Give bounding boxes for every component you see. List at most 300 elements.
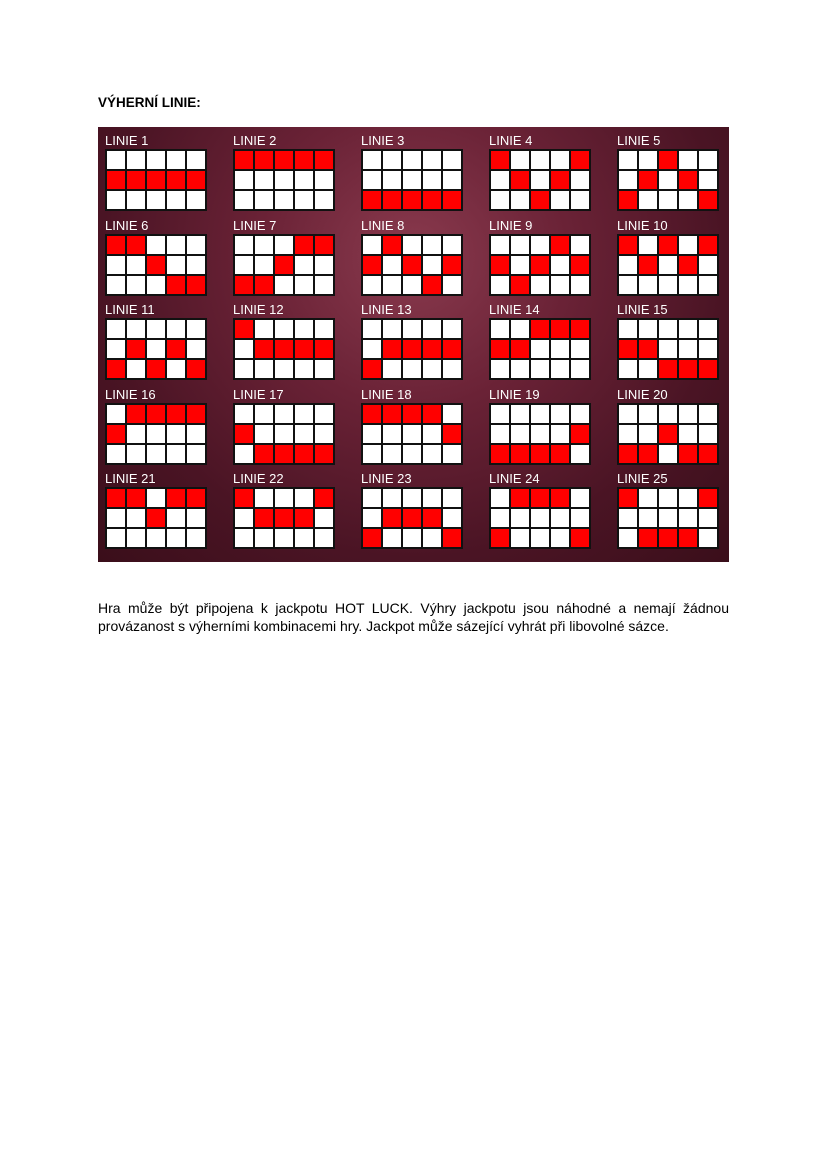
payline-cell-active xyxy=(147,405,165,423)
payline-label: LINIE 24 xyxy=(489,471,540,486)
payline-cell-active xyxy=(187,276,205,294)
payline-cell xyxy=(127,256,145,274)
payline-label: LINIE 16 xyxy=(105,386,156,402)
payline-cell xyxy=(167,320,185,338)
payline-cell xyxy=(531,529,549,547)
payline-cell-active xyxy=(491,151,509,169)
payline-cell xyxy=(235,509,253,527)
payline-cell-active xyxy=(699,236,717,254)
payline-label: LINIE 10 xyxy=(617,217,668,233)
payline-grid xyxy=(233,149,335,211)
payline-cell-active xyxy=(255,509,273,527)
payline-cell xyxy=(315,191,333,209)
payline-cell xyxy=(699,256,717,274)
payline xyxy=(617,472,721,550)
payline-label: LINIE 14 xyxy=(489,302,540,317)
payline-cell xyxy=(699,425,717,443)
payline-cell xyxy=(107,405,125,423)
payline-cell xyxy=(295,276,313,294)
payline-cell xyxy=(699,529,717,547)
payline-cell-active xyxy=(255,445,273,463)
payline-cell xyxy=(679,320,697,338)
payline-label: LINIE 25 xyxy=(617,471,668,486)
payline xyxy=(361,388,465,466)
payline-cell xyxy=(679,191,697,209)
payline-cell-active xyxy=(699,489,717,507)
payline-cell xyxy=(423,256,441,274)
payline-cell xyxy=(275,171,293,189)
payline-cell xyxy=(659,171,677,189)
payline-cell xyxy=(383,256,401,274)
payline-cell xyxy=(295,171,313,189)
payline-cell xyxy=(511,236,529,254)
payline-cell-active xyxy=(423,509,441,527)
payline-cell-active xyxy=(699,360,717,378)
payline-cell xyxy=(255,171,273,189)
payline-cell xyxy=(187,445,205,463)
payline-cell xyxy=(275,425,293,443)
payline xyxy=(233,219,337,297)
payline-cell-active xyxy=(295,151,313,169)
payline-cell xyxy=(639,236,657,254)
payline-cell xyxy=(619,529,637,547)
payline-cell xyxy=(531,360,549,378)
payline-cell xyxy=(659,256,677,274)
payline-cell xyxy=(275,236,293,254)
payline-cell-active xyxy=(491,340,509,358)
payline-cell xyxy=(295,320,313,338)
payline-cell xyxy=(551,191,569,209)
payline-cell-active xyxy=(639,171,657,189)
payline-cell xyxy=(403,529,421,547)
payline-cell xyxy=(315,256,333,274)
payline-cell xyxy=(147,425,165,443)
payline-cell xyxy=(659,509,677,527)
payline-grid xyxy=(233,234,335,296)
payline-cell xyxy=(571,276,589,294)
payline-cell-active xyxy=(275,151,293,169)
payline xyxy=(105,134,209,212)
payline-cell xyxy=(147,445,165,463)
payline-cell xyxy=(275,320,293,338)
payline-cell xyxy=(363,489,381,507)
payline-cell xyxy=(383,445,401,463)
payline-grid xyxy=(105,149,207,211)
payline-grid xyxy=(233,487,335,549)
payline-cell-active xyxy=(571,320,589,338)
payline-cell-active xyxy=(127,171,145,189)
payline-cell xyxy=(127,529,145,547)
payline-cell xyxy=(315,509,333,527)
payline-cell xyxy=(107,256,125,274)
payline-cell xyxy=(699,171,717,189)
payline-cell-active xyxy=(383,340,401,358)
payline-cell xyxy=(639,425,657,443)
payline-cell xyxy=(423,445,441,463)
payline-cell xyxy=(511,360,529,378)
payline-cell xyxy=(295,489,313,507)
payline-grid xyxy=(361,403,463,465)
payline-cell-active xyxy=(127,236,145,254)
payline-cell xyxy=(147,236,165,254)
payline-cell xyxy=(491,276,509,294)
payline-cell xyxy=(639,320,657,338)
payline-cell xyxy=(235,256,253,274)
section-heading: VÝHERNÍ LINIE: xyxy=(98,95,201,110)
payline-label: LINIE 18 xyxy=(361,386,412,402)
payline-cell xyxy=(531,171,549,189)
payline xyxy=(489,388,593,466)
payline-cell-active xyxy=(511,445,529,463)
payline-cell-active xyxy=(659,151,677,169)
payline-cell-active xyxy=(443,191,461,209)
payline-cell xyxy=(235,171,253,189)
payline-cell xyxy=(491,171,509,189)
payline-cell-active xyxy=(639,340,657,358)
payline-cell xyxy=(107,529,125,547)
payline-cell xyxy=(571,509,589,527)
payline-cell-active xyxy=(295,340,313,358)
payline-cell-active xyxy=(363,360,381,378)
payline-cell xyxy=(571,405,589,423)
payline-grid xyxy=(105,487,207,549)
payline-cell-active xyxy=(443,529,461,547)
payline-cell xyxy=(127,360,145,378)
payline-cell xyxy=(571,360,589,378)
payline-label: LINIE 13 xyxy=(361,302,412,317)
payline-cell xyxy=(187,509,205,527)
payline-cell-active xyxy=(511,489,529,507)
payline-cell-active xyxy=(235,151,253,169)
payline-cell-active xyxy=(187,489,205,507)
payline-cell xyxy=(167,529,185,547)
payline-cell xyxy=(187,320,205,338)
payline-cell xyxy=(275,276,293,294)
payline-cell xyxy=(423,529,441,547)
payline-cell xyxy=(551,529,569,547)
payline-cell xyxy=(423,171,441,189)
payline-cell-active xyxy=(639,256,657,274)
payline-cell-active xyxy=(167,489,185,507)
payline-cell xyxy=(255,236,273,254)
payline-cell xyxy=(235,529,253,547)
payline-cell xyxy=(491,489,509,507)
payline-cell xyxy=(639,151,657,169)
payline-cell xyxy=(383,529,401,547)
payline-cell xyxy=(443,509,461,527)
payline-cell xyxy=(619,256,637,274)
payline-cell-active xyxy=(491,256,509,274)
payline-cell-active xyxy=(423,276,441,294)
payline-cell xyxy=(275,529,293,547)
payline-grid xyxy=(617,318,719,380)
payline-cell xyxy=(187,236,205,254)
payline-cell xyxy=(639,405,657,423)
payline-cell xyxy=(571,236,589,254)
payline-cell xyxy=(147,151,165,169)
payline-cell xyxy=(679,236,697,254)
payline-cell xyxy=(107,191,125,209)
payline-cell xyxy=(531,425,549,443)
payline-cell xyxy=(235,405,253,423)
payline-cell-active xyxy=(423,340,441,358)
payline-grid xyxy=(105,234,207,296)
payline-cell-active xyxy=(255,340,273,358)
payline-grid xyxy=(361,234,463,296)
payline-cell-active xyxy=(147,509,165,527)
payline-grid xyxy=(489,403,591,465)
payline-cell xyxy=(147,489,165,507)
payline-cell xyxy=(443,276,461,294)
payline-cell xyxy=(679,276,697,294)
payline-cell xyxy=(127,425,145,443)
payline-cell xyxy=(295,529,313,547)
payline-cell-active xyxy=(619,489,637,507)
payline-cell-active xyxy=(423,405,441,423)
payline-cell-active xyxy=(511,171,529,189)
payline-cell-active xyxy=(403,256,421,274)
payline xyxy=(489,219,593,297)
payline-cell-active xyxy=(363,256,381,274)
payline-cell-active xyxy=(531,489,549,507)
payline-cell xyxy=(491,360,509,378)
payline-cell xyxy=(659,191,677,209)
payline-cell xyxy=(167,236,185,254)
payline-cell-active xyxy=(403,340,421,358)
payline-label: LINIE 7 xyxy=(233,217,277,233)
payline-cell xyxy=(107,445,125,463)
payline-cell xyxy=(187,425,205,443)
payline-label: LINIE 1 xyxy=(105,133,149,148)
payline xyxy=(617,219,721,297)
payline-cell xyxy=(167,191,185,209)
payline-cell xyxy=(127,276,145,294)
payline-cell xyxy=(295,425,313,443)
payline-cell xyxy=(551,405,569,423)
payline xyxy=(105,303,209,381)
payline-label: LINIE 11 xyxy=(105,302,155,317)
payline-cell xyxy=(363,445,381,463)
payline-cell xyxy=(511,320,529,338)
payline-cell xyxy=(315,276,333,294)
payline-cell xyxy=(235,191,253,209)
payline-cell xyxy=(363,509,381,527)
payline-cell-active xyxy=(531,445,549,463)
payline-cell xyxy=(639,489,657,507)
payline-cell xyxy=(443,320,461,338)
payline-cell-active xyxy=(275,509,293,527)
payline-cell xyxy=(403,276,421,294)
payline-cell xyxy=(443,171,461,189)
payline xyxy=(233,134,337,212)
payline-cell xyxy=(383,276,401,294)
payline-label: LINIE 5 xyxy=(617,133,661,148)
payline-cell-active xyxy=(275,445,293,463)
payline xyxy=(233,303,337,381)
payline-cell-active xyxy=(619,191,637,209)
payline-cell xyxy=(511,191,529,209)
payline-cell xyxy=(679,509,697,527)
payline-cell xyxy=(383,360,401,378)
payline-cell xyxy=(423,236,441,254)
payline-cell-active xyxy=(699,191,717,209)
payline xyxy=(617,303,721,381)
payline-cell xyxy=(679,151,697,169)
payline-cell-active xyxy=(315,236,333,254)
payline-cell-active xyxy=(551,171,569,189)
payline-grid xyxy=(489,149,591,211)
payline-cell-active xyxy=(443,256,461,274)
payline-cell-active xyxy=(363,405,381,423)
payline-cell xyxy=(255,489,273,507)
payline xyxy=(617,134,721,212)
payline-cell xyxy=(255,256,273,274)
payline-cell-active xyxy=(167,405,185,423)
payline-cell xyxy=(679,405,697,423)
payline-cell xyxy=(659,340,677,358)
payline-cell xyxy=(511,256,529,274)
payline-cell xyxy=(679,340,697,358)
payline-label: LINIE 9 xyxy=(489,217,533,233)
payline-cell-active xyxy=(679,360,697,378)
payline-cell-active xyxy=(571,529,589,547)
payline xyxy=(233,388,337,466)
payline-cell xyxy=(187,191,205,209)
payline-cell-active xyxy=(383,236,401,254)
payline-cell xyxy=(167,445,185,463)
payline-cell-active xyxy=(363,529,381,547)
payline-cell xyxy=(679,489,697,507)
payline-grid xyxy=(105,403,207,465)
payline-cell xyxy=(571,171,589,189)
payline-cell-active xyxy=(423,191,441,209)
payline-cell xyxy=(107,276,125,294)
payline-grid xyxy=(105,318,207,380)
payline-cell xyxy=(423,489,441,507)
payline-cell xyxy=(403,151,421,169)
payline-cell-active xyxy=(107,489,125,507)
payline-cell xyxy=(187,151,205,169)
payline-cell xyxy=(619,425,637,443)
payline-cell xyxy=(551,151,569,169)
payline-cell xyxy=(315,425,333,443)
payline-cell xyxy=(571,489,589,507)
payline-cell-active xyxy=(107,236,125,254)
payline-cell xyxy=(551,340,569,358)
payline-cell-active xyxy=(235,276,253,294)
payline-cell xyxy=(295,360,313,378)
payline-cell-active xyxy=(295,509,313,527)
payline-cell-active xyxy=(639,529,657,547)
payline-cell-active xyxy=(551,445,569,463)
payline-cell xyxy=(491,509,509,527)
payline-cell xyxy=(551,276,569,294)
payline-cell xyxy=(255,529,273,547)
payline-cell xyxy=(659,405,677,423)
payline-cell-active xyxy=(127,489,145,507)
payline-cell-active xyxy=(295,236,313,254)
payline-cell xyxy=(255,360,273,378)
payline-cell xyxy=(147,191,165,209)
payline-label: LINIE 17 xyxy=(233,386,284,402)
payline-cell xyxy=(127,151,145,169)
payline-cell xyxy=(255,425,273,443)
payline-cell xyxy=(491,405,509,423)
payline-cell xyxy=(659,445,677,463)
payline-cell xyxy=(107,509,125,527)
payline-cell-active xyxy=(127,405,145,423)
payline-label: LINIE 23 xyxy=(361,471,412,486)
payline-cell xyxy=(403,445,421,463)
payline-cell-active xyxy=(107,360,125,378)
payline-cell-active xyxy=(295,445,313,463)
payline-label: LINIE 8 xyxy=(361,217,405,233)
payline-cell xyxy=(107,320,125,338)
payline-cell-active xyxy=(255,151,273,169)
payline-cell xyxy=(423,360,441,378)
payline-cell xyxy=(315,360,333,378)
payline-label: LINIE 6 xyxy=(105,217,149,233)
payline xyxy=(617,388,721,466)
payline-cell xyxy=(315,405,333,423)
payline-cell xyxy=(383,425,401,443)
payline-cell-active xyxy=(659,236,677,254)
payline-cell xyxy=(127,191,145,209)
payline-cell-active xyxy=(187,405,205,423)
payline-cell-active xyxy=(107,171,125,189)
payline-cell xyxy=(511,151,529,169)
payline-cell xyxy=(639,360,657,378)
payline-cell-active xyxy=(147,256,165,274)
payline-cell xyxy=(403,320,421,338)
payline-cell-active xyxy=(315,445,333,463)
payline-cell-active xyxy=(403,191,421,209)
payline-cell xyxy=(491,320,509,338)
payline-cell-active xyxy=(443,340,461,358)
payline-grid xyxy=(617,149,719,211)
payline-cell-active xyxy=(699,445,717,463)
payline-cell-active xyxy=(127,340,145,358)
payline-cell xyxy=(423,151,441,169)
payline-cell-active xyxy=(255,276,273,294)
payline-cell xyxy=(511,509,529,527)
payline-cell xyxy=(443,405,461,423)
payline-cell xyxy=(235,360,253,378)
payline-cell xyxy=(531,509,549,527)
payline-cell xyxy=(127,320,145,338)
payline-cell-active xyxy=(187,360,205,378)
payline xyxy=(489,134,593,212)
payline-cell-active xyxy=(659,360,677,378)
payline-cell xyxy=(619,171,637,189)
payline-cell xyxy=(255,405,273,423)
payline-cell xyxy=(363,151,381,169)
payline-cell-active xyxy=(383,405,401,423)
payline-cell-active xyxy=(491,445,509,463)
payline-cell xyxy=(107,151,125,169)
payline-cell-active xyxy=(619,236,637,254)
payline-cell-active xyxy=(551,236,569,254)
payline-cell xyxy=(403,171,421,189)
payline-cell xyxy=(315,529,333,547)
payline-cell-active xyxy=(571,425,589,443)
payline-cell-active xyxy=(679,256,697,274)
payline-cell xyxy=(639,509,657,527)
payline-cell-active xyxy=(167,276,185,294)
payline-cell-active xyxy=(679,529,697,547)
payline-cell xyxy=(255,191,273,209)
payline-cell xyxy=(147,529,165,547)
